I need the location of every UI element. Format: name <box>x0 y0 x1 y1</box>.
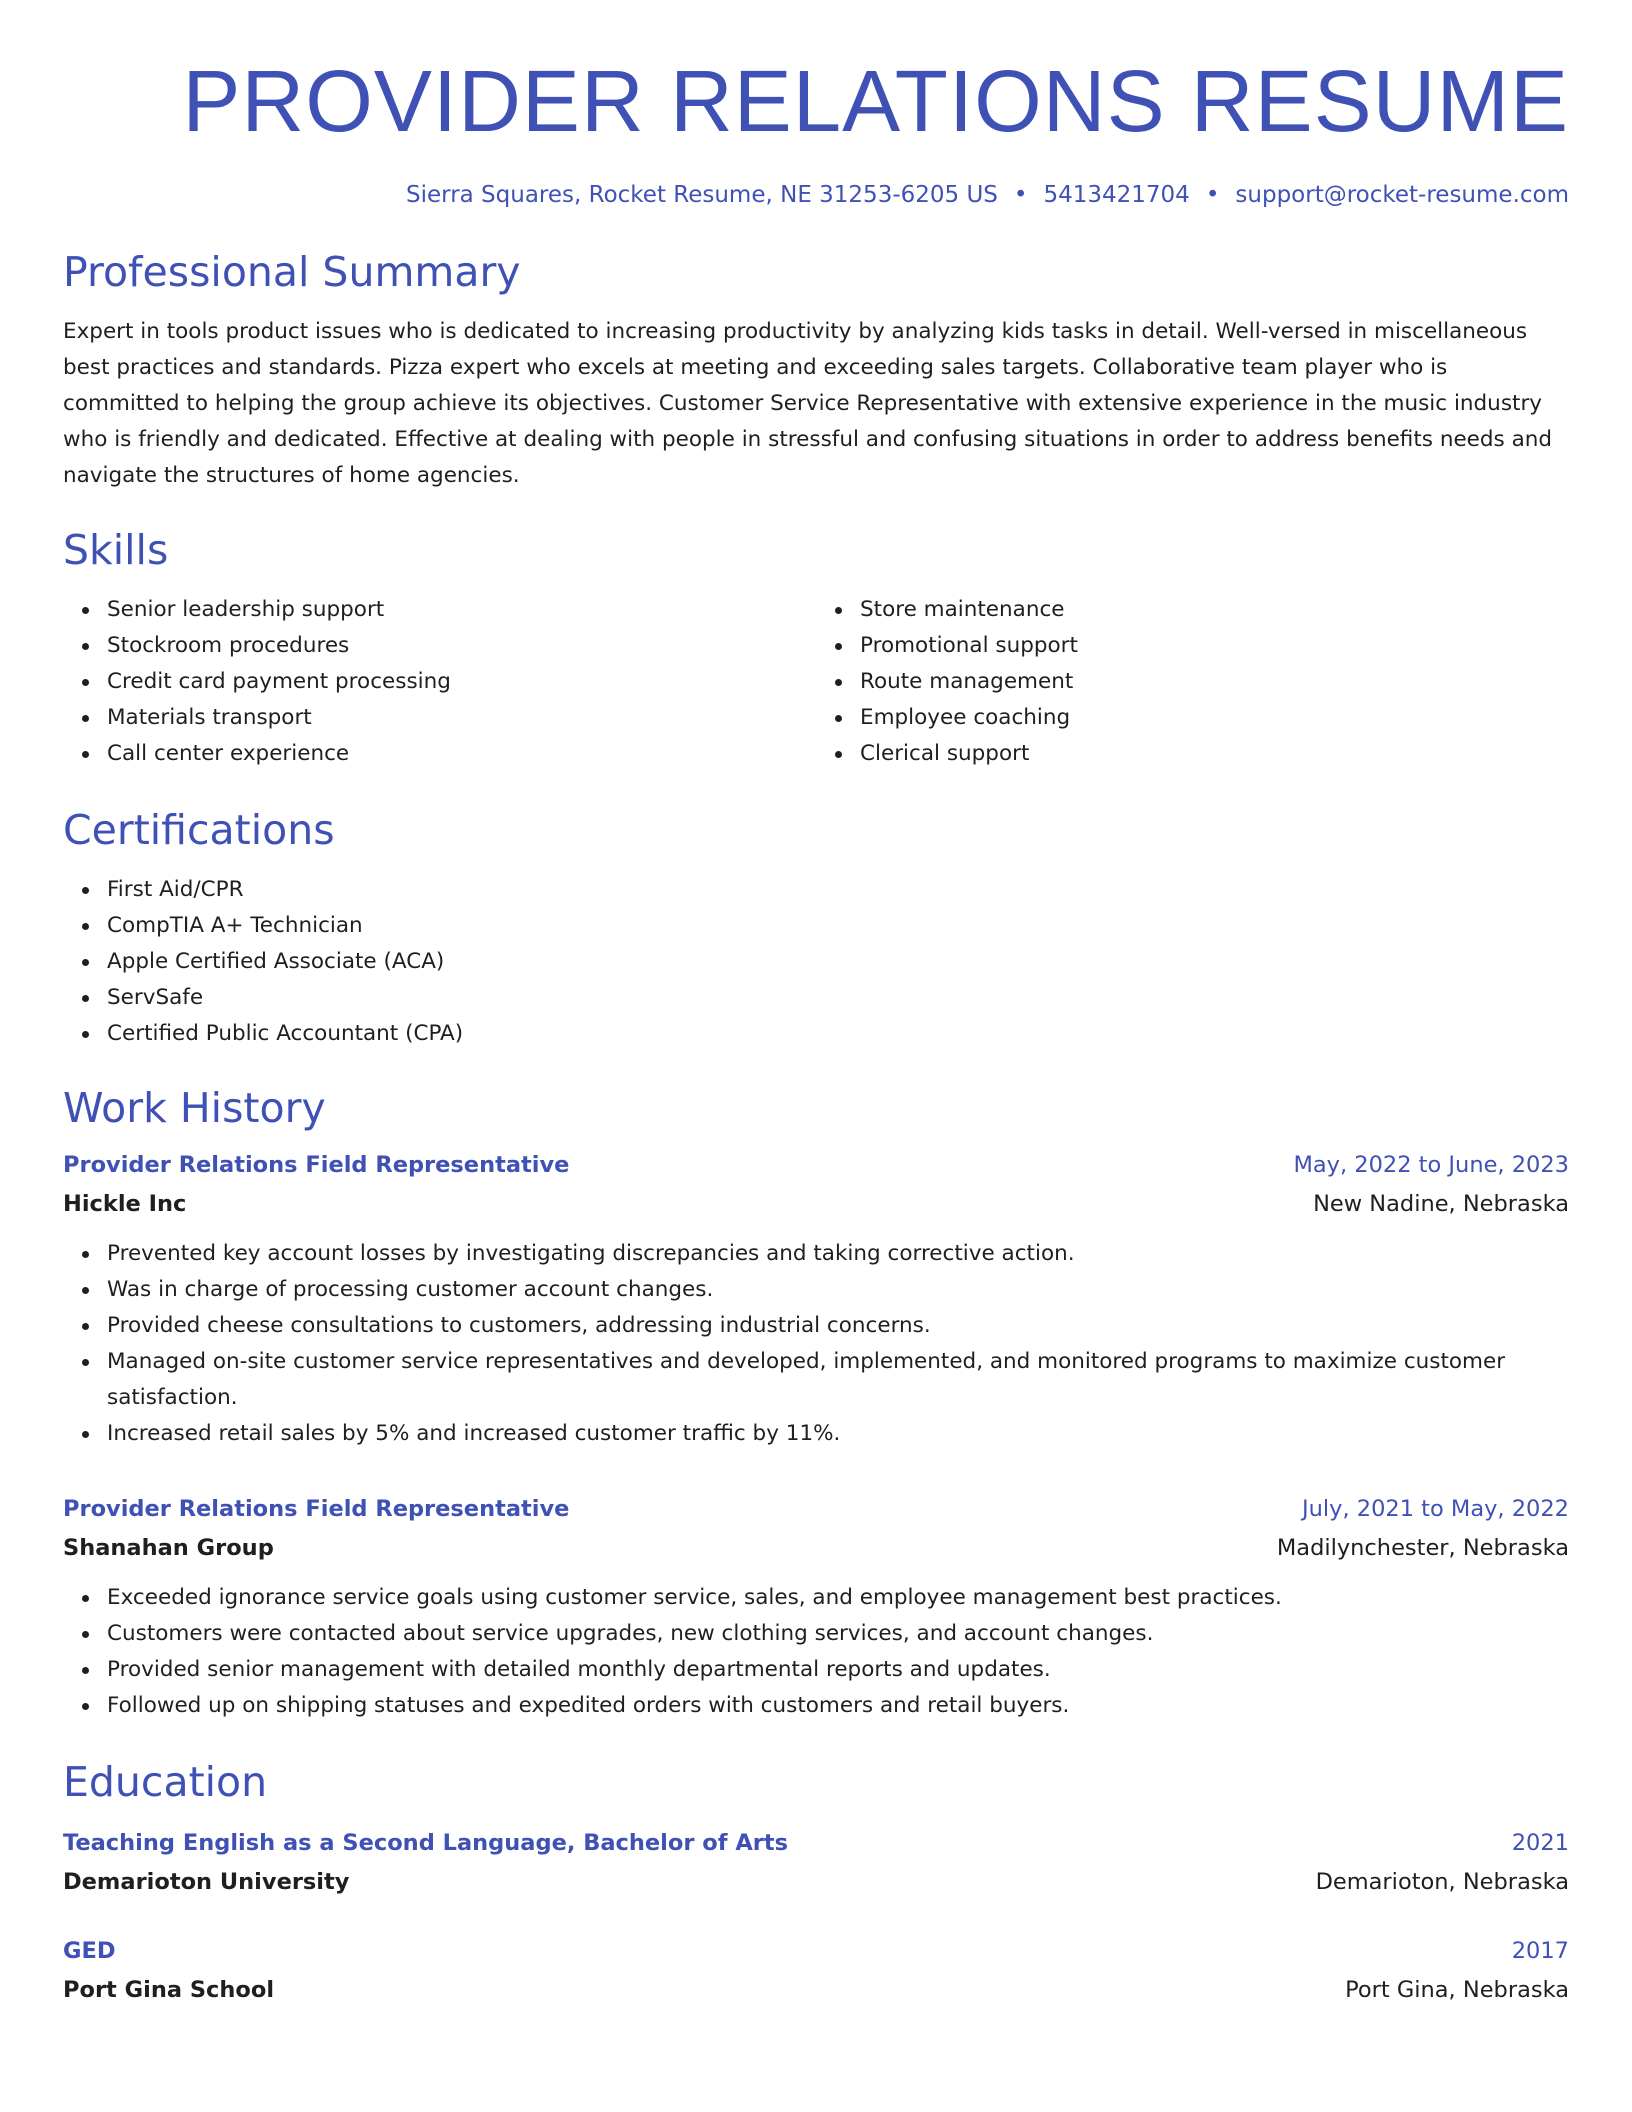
job-company-row <box>63 1184 1569 1224</box>
contact-email[interactable]: support@rocket-resume.com <box>1235 182 1569 208</box>
education-school-row <box>63 1862 1569 1902</box>
skill-item: Call center experience <box>107 736 816 772</box>
job-bullet: Exceeded ignorance service goals using customer service, sales, and employee management best practices. <box>107 1580 1569 1616</box>
section-title-work-history: Work History <box>63 1084 326 1132</box>
skills-list <box>63 592 1569 772</box>
skill-item: Promotional support <box>860 628 1569 664</box>
education-entry <box>63 1932 1569 2010</box>
section-title-summary: Professional Summary <box>63 248 521 296</box>
contact-separator: • <box>1013 182 1028 208</box>
skill-item: Clerical support <box>860 736 1569 772</box>
job-bullets <box>63 1236 1569 1452</box>
education-degree: Teaching English as a Second Language, Bachelor of Arts <box>63 1830 789 1856</box>
education-degree: GED <box>63 1938 116 1964</box>
job-company: Hickle Inc <box>63 1191 187 1217</box>
skill-item: Senior leadership support <box>107 592 816 628</box>
education-year: 2021 <box>1511 1830 1569 1856</box>
education-school: Port Gina School <box>63 1977 275 2003</box>
education-school: Demarioton University <box>63 1869 350 1895</box>
contact-separator: • <box>1205 182 1220 208</box>
skill-item: Store maintenance <box>860 592 1569 628</box>
job-company-row <box>63 1528 1569 1568</box>
job-title: Provider Relations Field Representative <box>63 1152 570 1178</box>
skills-column-left <box>63 592 816 772</box>
education-entry <box>63 1824 1569 1902</box>
education-header-row <box>63 1824 1569 1862</box>
education-year: 2017 <box>1511 1938 1569 1964</box>
certification-item: Certified Public Accountant (CPA) <box>107 1016 1569 1052</box>
job-bullets <box>63 1580 1569 1724</box>
job-bullet: Customers were contacted about service upgrades, new clothing services, and account changes. <box>107 1616 1569 1652</box>
certification-item: CompTIA A+ Technician <box>107 908 1569 944</box>
education-location: Demarioton, Nebraska <box>1315 1869 1569 1895</box>
job-bullet: Followed up on shipping statuses and expedited orders with customers and retail buyers. <box>107 1688 1569 1724</box>
job-location: New Nadine, Nebraska <box>1313 1191 1569 1217</box>
contact-line <box>63 180 1569 210</box>
contact-address: Sierra Squares, Rocket Resume, NE 31253-6205 US <box>406 182 998 208</box>
skill-item: Route management <box>860 664 1569 700</box>
job-bullet: Prevented key account losses by investigating discrepancies and taking corrective action. <box>107 1236 1569 1272</box>
job-entry <box>63 1490 1569 1724</box>
job-dates: May, 2022 to June, 2023 <box>1293 1152 1569 1178</box>
certifications-list <box>63 872 1569 1052</box>
resume-name: PROVIDER RELATIONS RESUME <box>182 53 1569 150</box>
section-title-certifications: Certifications <box>63 806 335 854</box>
job-company: Shanahan Group <box>63 1535 274 1561</box>
certification-item: Apple Certified Associate (ACA) <box>107 944 1569 980</box>
job-bullet: Increased retail sales by 5% and increased customer traffic by 11%. <box>107 1416 1569 1452</box>
job-entry <box>63 1146 1569 1452</box>
job-location: Madilynchester, Nebraska <box>1276 1535 1569 1561</box>
job-bullet: Was in charge of processing customer account changes. <box>107 1272 1569 1308</box>
skill-item: Credit card payment processing <box>107 664 816 700</box>
summary-text: Expert in tools product issues who is dedicated to increasing productivity by analyzing kids tasks in detail. Well-versed in miscellaneous best practices and standards. Pizza expert who excels at meeting and exceeding sales targets. Collaborative team player who is committed to helping the group achieve its objectives. Customer Service Representative with extensive experience in the music industry who is friendly and dedicated. Effective at dealing with people in stressful and confusing situations in order to address benefits needs and navigate the structures of home agencies. <box>63 319 1553 488</box>
contact-phone: 5413421704 <box>1043 182 1190 208</box>
skill-item: Stockroom procedures <box>107 628 816 664</box>
skill-item: Materials transport <box>107 700 816 736</box>
section-title-skills: Skills <box>63 526 169 574</box>
certification-item: First Aid/CPR <box>107 872 1569 908</box>
resume-header <box>63 0 1569 210</box>
job-header-row <box>63 1490 1569 1528</box>
education-location: Port Gina, Nebraska <box>1345 1977 1569 2003</box>
job-bullet: Managed on-site customer service representatives and developed, implemented, and monitored programs to maximize customer satisfaction. <box>107 1344 1569 1416</box>
job-title: Provider Relations Field Representative <box>63 1496 570 1522</box>
skills-column-right <box>816 592 1569 772</box>
education-school-row <box>63 1970 1569 2010</box>
job-bullet: Provided cheese consultations to customers, addressing industrial concerns. <box>107 1308 1569 1344</box>
section-title-education: Education <box>63 1758 268 1806</box>
education-header-row <box>63 1932 1569 1970</box>
job-dates: July, 2021 to May, 2022 <box>1301 1496 1569 1522</box>
skill-item: Employee coaching <box>860 700 1569 736</box>
job-header-row <box>63 1146 1569 1184</box>
certification-item: ServSafe <box>107 980 1569 1016</box>
job-bullet: Provided senior management with detailed monthly departmental reports and updates. <box>107 1652 1569 1688</box>
